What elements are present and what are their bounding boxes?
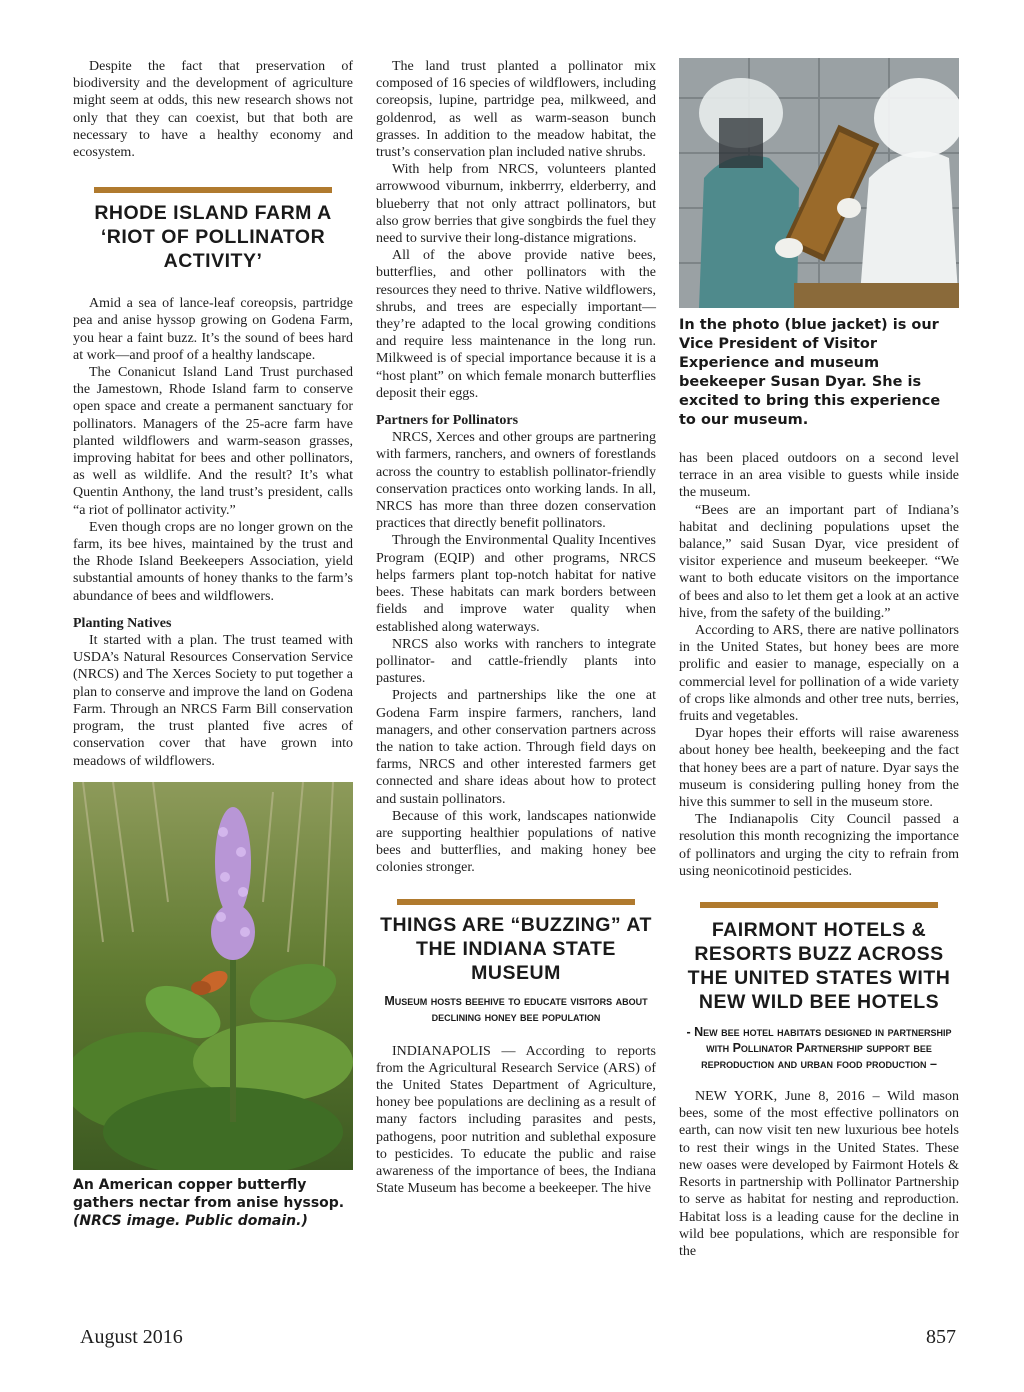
beekeeper-caption: In the photo (blue jacket) is our Vice President of Visitor Experience and museum beekeeper Susan Dyar. She is excited to bring this experience to our museum. [679, 317, 941, 428]
body-paragraph: Dyar hopes their efforts will raise awareness about honey bee health, beekeeping and the fact that honey bees are a part of nature. Dyar says the museum is considering pulling honey from the hive this summer to sell in the museum store. [679, 726, 959, 811]
column-1 [73, 58, 353, 1230]
body-paragraph: The Indianapolis City Council passed a resolution this month recognizing the importance of pollinators and urging the city to refrain from using neonicotinoid pesticides. [679, 812, 959, 879]
fairmont-deck: - New bee hotel habitats designed in partnership with Pollinator Partnership support bee reproduction and urban food production – [686, 1025, 952, 1072]
butterfly-caption [73, 1176, 353, 1230]
caption-main-text: An American copper butterfly gathers nectar from anise hyssop. [73, 1176, 345, 1211]
body-paragraph: NRCS also works with ranchers to integrate pollinator- and cattle-friendly plants into pastures. [376, 636, 656, 687]
partners-subhead: Partners for Pollinators [376, 413, 519, 429]
column-3 [679, 58, 959, 1260]
indiana-museum-deck: Museum hosts beehive to educate visitors about declining honey bee population [384, 993, 648, 1024]
body-paragraph: has been placed outdoors on a second level terrace in an area visible to guests while inside the museum. [679, 451, 959, 501]
intro-paragraph: Despite the fact that preservation of biodiversity and the development of agriculture might seem at odds, this new research shows not only that they can coexist, but that both are necessary to have a healthy economy and ecosystem. [73, 59, 353, 161]
body-paragraph: Amid a sea of lance-leaf coreopsis, partridge pea and anise hyssop growing on Godena Farm, you hear a faint buzz. It’s the sound of bees hard at work—and proof of a healthy landscape. [73, 296, 353, 363]
body-paragraph: With help from NRCS, volunteers planted arrowwood viburnum, inkberrry, elderberry, and blueberry that not only attract pollinators, but also grow berries that give songbirds the fuel they need to survive their long-distance migrations. [376, 162, 656, 247]
body-paragraph: According to ARS, there are native pollinators in the United States, but honey bees are more prolific and easier to manage, especially on a commercial level for pollination of a wide variety of crops like almonds and other tree nuts, berries, fruits and vegetables. [679, 623, 959, 725]
planting-natives-subhead: Planting Natives [73, 615, 172, 631]
body-paragraph: Projects and partnerships like the one at Godena Farm inspire farmers, ranchers, land managers, and other conservation partners across the nation to take action. Through field days on farms, NRCS and other interested farmers get connected and share ideas about how to protect and sustain pollinators. [376, 688, 656, 807]
caption-credit: (NRCS image. Public domain.) [73, 1212, 308, 1229]
indiana-museum-headline: THINGS ARE “BUZZING” AT THE INDIANA STATE MUSEUM [380, 913, 652, 984]
body-paragraph: NEW YORK, June 8, 2016 – Wild mason bees, some of the most effective pollinators on earth, can now visit ten new luxurious bee hotels to rest their wings in the United States. These new oases were developed by Fairmont Hotels & Resorts in partnership with Pollinator Partnership to serve as habitat for nesting and reproduction. Habitat loss is a leading cause for the decline in wild bee populations, which are responsible for the [679, 1089, 959, 1259]
body-paragraph: It started with a plan. The trust teamed with USDA’s Natural Resources Conservation Service (NRCS) and The Xerces Society to put together a plan to conserve and improve the land on Godena Farm. Through an NRCS Farm Bill conservation program, the trust planted five acres of conservation cover that have grown into meadows of wildflowers. [73, 633, 353, 769]
beekeeper-photo [679, 58, 959, 308]
issue-date: August 2016 [80, 1326, 183, 1348]
body-paragraph: Because of this work, landscapes nationwide are supporting healthier populations of native bees and butterflies, and making honey bee colonies stronger. [376, 808, 656, 876]
body-paragraph: All of the above provide native bees, butterflies, and other pollinators with the resources they need to thrive. Native wildflowers, shrubs, and trees are especially important—they’re adapted to the local growing conditions and require less maintenance in the long run. Milkweed is of special importance because it is a “host plant” on which female monarch butterflies deposit their eggs. [376, 248, 656, 401]
fairmont-headline: FAIRMONT HOTELS & RESORTS BUZZ ACROSS THE UNITED STATES WITH NEW WILD BEE HOTELS [687, 919, 951, 1014]
body-paragraph: The Conanicut Island Land Trust purchased the Jamestown, Rhode Island farm to conserve open space and create a permanent sanctuary for pollinators. Managers of the 25-acre farm have planted wildflowers and warm-season grasses, improving habitat for bees and other pollinators, as well as wildlife. And the result? It’s what Quentin Anthony, the land trust’s president, calls “a riot of pollinator activity.” [73, 365, 353, 518]
column-2 [376, 58, 656, 1197]
body-paragraph: INDIANAPOLIS — According to reports from the Agricultural Research Service (ARS) of the United States Department of Agriculture, honey bee populations are declining as a result of many factors including parasites and pests, pathogens, poor nutrition and sublethal exposure to pesticides. To educate the public and raise awareness of the importance of bees, the Indiana State Museum has become a beekeeper. The hive [376, 1043, 656, 1197]
butterfly-photo [73, 782, 353, 1170]
body-paragraph: NRCS, Xerces and other groups are partnering with farmers, ranchers, and owners of forestlands across the country to establish pollinator-friendly conservation practices onto working lands. In all, NRCS has more than three dozen conservation practices that directly benefit pollinators. [376, 430, 656, 532]
body-paragraph: “Bees are an important part of Indiana’s habitat and declining populations upset the balance,” said Susan Dyar, vice president of visitor experience and museum beekeeper. “We want to both educate visitors on the importance of bees and also to let them get a look at an active hive, from the safety of the building.” [679, 502, 959, 621]
rhode-island-headline: RHODE ISLAND FARM A ‘RIOT OF POLLINATOR ACTIVITY’ [94, 202, 332, 273]
body-paragraph: The land trust planted a pollinator mix composed of 16 species of wildflowers, including coreopsis, lupine, partridge pea, milkweed, and goldenrod, as well as warm-season bunch grasses. In addition to the meadow habitat, the trust’s conservation plan included native shrubs. [376, 59, 656, 161]
page-number: 857 [926, 1326, 956, 1348]
body-paragraph: Even though crops are no longer grown on the farm, its bee hives, maintained by the trust and the Rhode Island Beekeepers Association, yield substantial amounts of honey thanks to the farm’s abundance of bees and wildflowers. [73, 519, 353, 604]
body-paragraph: Through the Environmental Quality Incentives Program (EQIP) and other programs, NRCS helps farmers plant top-notch habitat for native bees. These habitats can mark borders between fields and improve water quality when established along waterways. [376, 533, 656, 635]
